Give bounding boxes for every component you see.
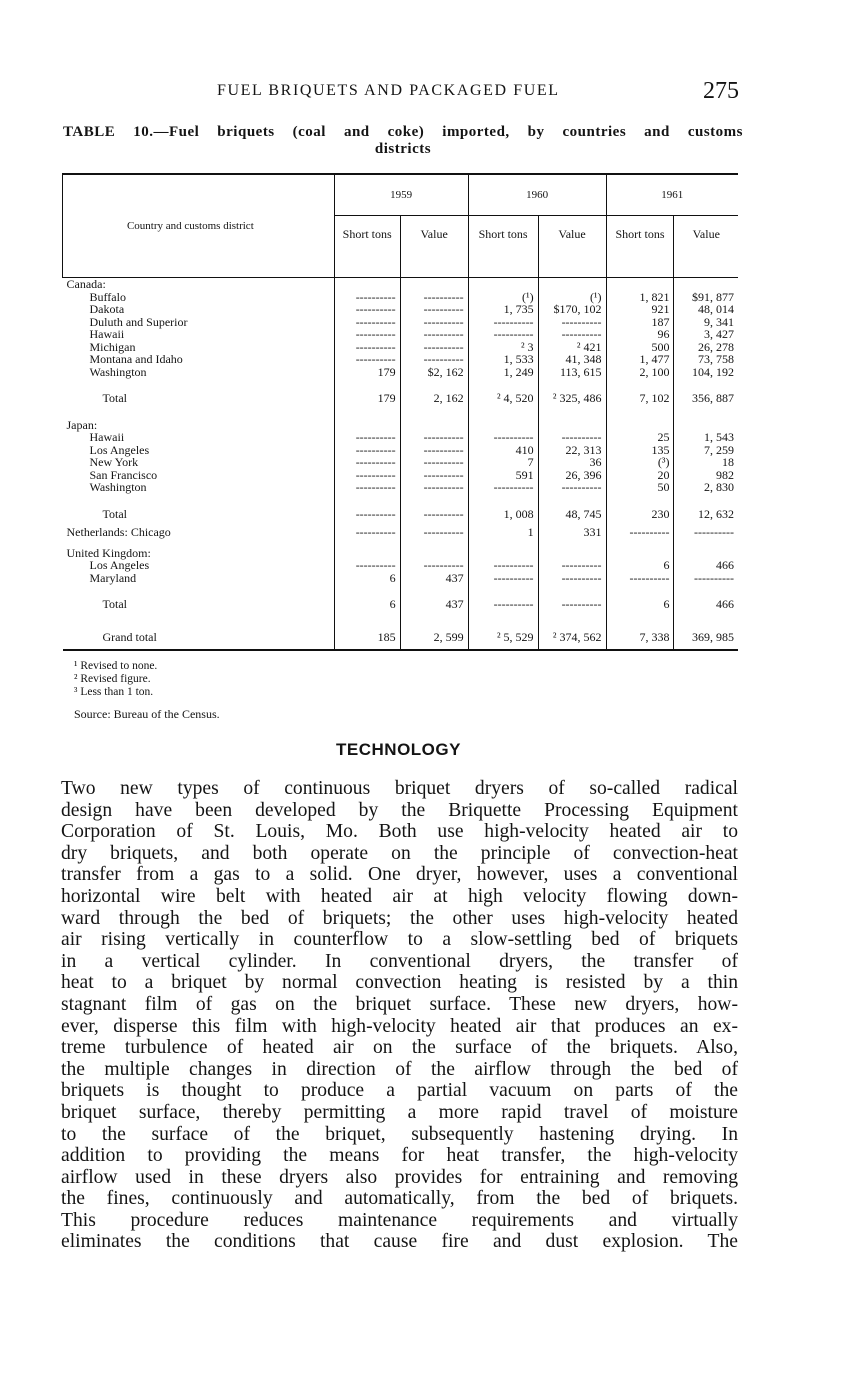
spacer-cell bbox=[334, 617, 400, 625]
table-row bbox=[63, 625, 739, 651]
table-cell: 1, 249 bbox=[468, 366, 538, 379]
row-spacer bbox=[63, 378, 739, 386]
table-row bbox=[63, 291, 739, 304]
body-line: to the surface of the briquet, subsequently hastening drying. In bbox=[61, 1123, 738, 1145]
table-row bbox=[63, 278, 739, 291]
table-cell: ---------- bbox=[468, 481, 538, 494]
body-line: eliminates the conditions that cause fire and dust explosion. The bbox=[61, 1231, 738, 1253]
table-cell: (³) bbox=[606, 456, 674, 469]
body-line: This procedure reduces maintenance requirements and virtually bbox=[61, 1209, 738, 1231]
row-label: Michigan bbox=[89, 339, 136, 354]
table-cell: ---------- bbox=[334, 431, 400, 444]
spacer-cell bbox=[468, 378, 538, 386]
table-cell: 1, 477 bbox=[606, 353, 674, 366]
table-cell: 7, 259 bbox=[674, 444, 738, 457]
row-label: Hawaii bbox=[89, 430, 125, 444]
table-cell: 96 bbox=[606, 328, 674, 341]
body-line: horizontal wire belt with heated air at high velocity flowing down- bbox=[61, 885, 738, 907]
table-cell: ---------- bbox=[400, 353, 468, 366]
table-cell: 1 bbox=[468, 526, 538, 539]
spacer-cell bbox=[468, 539, 538, 547]
table-cell: ---------- bbox=[468, 559, 538, 572]
footnote: ¹ Revised to none. bbox=[74, 660, 158, 672]
table-cell: ² 325, 486 bbox=[538, 386, 606, 411]
body-line: Corporation of St. Louis, Mo. Both use high-velocity heated air to bbox=[61, 821, 738, 843]
table-row bbox=[63, 353, 739, 366]
table-cell: 2, 830 bbox=[674, 481, 738, 494]
table-row bbox=[63, 444, 739, 457]
body-line: stagnant film of gas on the briquet surface. These new dryers, how- bbox=[61, 993, 738, 1015]
spacer-cell bbox=[674, 584, 738, 592]
table-cell: 2, 599 bbox=[400, 625, 468, 651]
table-cell: ---------- bbox=[400, 341, 468, 354]
table-row bbox=[63, 572, 739, 585]
table-cell: 185 bbox=[334, 625, 400, 651]
spacer-cell bbox=[400, 539, 468, 547]
table-cell: 2, 100 bbox=[606, 366, 674, 379]
table-cell: ---------- bbox=[334, 481, 400, 494]
spacer-cell bbox=[606, 494, 674, 502]
footnote: ³ Less than 1 ton. bbox=[74, 686, 154, 698]
table-cell bbox=[674, 278, 738, 291]
table-cell: 982 bbox=[674, 469, 738, 482]
row-label: Canada: bbox=[66, 277, 106, 291]
table-cell bbox=[538, 278, 606, 291]
spacer-cell bbox=[468, 617, 538, 625]
body-line: airflow used in these dryers also provides for entraining and removing bbox=[61, 1166, 738, 1188]
body-line: air rising vertically in counterflow to a slow-settling bed of briquets bbox=[61, 929, 738, 951]
table-cell: 466 bbox=[674, 559, 738, 572]
row-label: Duluth and Superior bbox=[89, 314, 188, 329]
table-cell: 331 bbox=[538, 526, 606, 539]
spacer-cell bbox=[538, 411, 606, 419]
table-cell: 2, 162 bbox=[400, 386, 468, 411]
spacer-cell bbox=[400, 617, 468, 625]
table-cell: 135 bbox=[606, 444, 674, 457]
table-cell: 25 bbox=[606, 431, 674, 444]
spacer-cell bbox=[538, 584, 606, 592]
year-header-1961: 1961 bbox=[606, 174, 738, 216]
row-label: Los Angeles bbox=[89, 442, 150, 457]
spacer-cell bbox=[538, 494, 606, 502]
table-cell: ---------- bbox=[468, 431, 538, 444]
table-cell: ---------- bbox=[334, 291, 400, 304]
table-body bbox=[63, 278, 739, 651]
table-cell: 9, 341 bbox=[674, 316, 738, 329]
table-row bbox=[63, 547, 739, 560]
row-label: Total bbox=[102, 597, 127, 611]
table-cell: 437 bbox=[400, 572, 468, 585]
table-cell: 1, 533 bbox=[468, 353, 538, 366]
row-label: Total bbox=[102, 506, 127, 521]
spacer-cell bbox=[674, 617, 738, 625]
table-cell: ² 4, 520 bbox=[468, 386, 538, 411]
table-cell: 12, 632 bbox=[674, 502, 738, 527]
body-paragraph bbox=[61, 778, 738, 1253]
row-label: Montana and Idaho bbox=[89, 352, 183, 366]
row-label: Netherlands: Chicago bbox=[66, 525, 171, 539]
row-spacer bbox=[63, 494, 739, 502]
table-cell: ---------- bbox=[334, 456, 400, 469]
spacer-cell bbox=[334, 494, 400, 502]
row-label: Dakota bbox=[89, 302, 125, 316]
briquet-imports-table-wrapper bbox=[62, 173, 738, 651]
table-cell: ---------- bbox=[538, 316, 606, 329]
table-cell: 7, 338 bbox=[606, 625, 674, 651]
table-cell: 187 bbox=[606, 316, 674, 329]
table-row bbox=[63, 316, 739, 329]
table-cell: ---------- bbox=[468, 592, 538, 617]
table-cell: 437 bbox=[400, 592, 468, 617]
row-spacer bbox=[63, 539, 739, 547]
value-header: Value bbox=[674, 216, 738, 278]
table-cell: 7, 102 bbox=[606, 386, 674, 411]
country-column-header: Country and customs district bbox=[63, 174, 335, 278]
body-line: addition to providing the means for heat transfer, the high-velocity bbox=[61, 1145, 738, 1167]
table-cell: 466 bbox=[674, 592, 738, 617]
spacer-cell bbox=[468, 584, 538, 592]
row-label: San Francisco bbox=[89, 467, 158, 482]
row-label: Total bbox=[102, 391, 127, 405]
spacer-cell bbox=[63, 584, 335, 592]
table-cell: 48, 014 bbox=[674, 303, 738, 316]
spacer-cell bbox=[400, 494, 468, 502]
table-cell: 410 bbox=[468, 444, 538, 457]
table-caption-line-1: TABLE 10.—Fuel briquets (coal and coke) imported, by countries and customs bbox=[63, 124, 743, 140]
table-cell: 41, 348 bbox=[538, 353, 606, 366]
body-line: ever, disperse this film with high-velocity heated air that produces an ex- bbox=[61, 1015, 738, 1037]
table-cell: 104, 192 bbox=[674, 366, 738, 379]
page-number: 275 bbox=[703, 78, 739, 104]
table-cell: ---------- bbox=[400, 526, 468, 539]
table-cell: ---------- bbox=[538, 592, 606, 617]
value-header: Value bbox=[400, 216, 468, 278]
table-cell: ---------- bbox=[400, 303, 468, 316]
table-row bbox=[63, 366, 739, 379]
row-spacer bbox=[63, 411, 739, 419]
spacer-cell bbox=[334, 378, 400, 386]
table-row bbox=[63, 469, 739, 482]
table-row bbox=[63, 526, 739, 539]
table-cell: ---------- bbox=[538, 572, 606, 585]
table-cell: ---------- bbox=[334, 469, 400, 482]
table-cell: 500 bbox=[606, 341, 674, 354]
footnote: ² Revised figure. bbox=[74, 673, 151, 685]
table-row bbox=[63, 303, 739, 316]
table-cell: 26, 396 bbox=[538, 469, 606, 482]
table-cell: ---------- bbox=[400, 469, 468, 482]
spacer-cell bbox=[606, 411, 674, 419]
table-cell: ---------- bbox=[400, 431, 468, 444]
table-cell: 1, 008 bbox=[468, 502, 538, 527]
table-cell: ² 374, 562 bbox=[538, 625, 606, 651]
row-label: Washington bbox=[89, 364, 147, 379]
row-label: Japan: bbox=[66, 417, 98, 432]
table-cell: 356, 887 bbox=[674, 386, 738, 411]
row-spacer bbox=[63, 584, 739, 592]
spacer-cell bbox=[606, 539, 674, 547]
table-cell: 6 bbox=[606, 592, 674, 617]
table-cell: 50 bbox=[606, 481, 674, 494]
table-cell: $2, 162 bbox=[400, 366, 468, 379]
table-row bbox=[63, 559, 739, 572]
table-cell: 1, 735 bbox=[468, 303, 538, 316]
table-cell: 113, 615 bbox=[538, 366, 606, 379]
table-cell: 179 bbox=[334, 366, 400, 379]
body-line: heat to a briquet by normal convection heating is resisted by a thin bbox=[61, 972, 738, 994]
table-cell: 3, 427 bbox=[674, 328, 738, 341]
spacer-cell bbox=[606, 617, 674, 625]
row-label: Maryland bbox=[89, 570, 137, 585]
table-cell: 921 bbox=[606, 303, 674, 316]
table-cell: 591 bbox=[468, 469, 538, 482]
table-caption-line-2: districts bbox=[374, 141, 432, 157]
table-cell: (¹) bbox=[468, 291, 538, 304]
body-line: ward through the bed of briquets; the other uses high-velocity heated bbox=[61, 907, 738, 929]
table-row bbox=[63, 481, 739, 494]
table-cell: ---------- bbox=[334, 444, 400, 457]
table-cell: 18 bbox=[674, 456, 738, 469]
table-cell: ---------- bbox=[334, 559, 400, 572]
table-cell: 6 bbox=[606, 559, 674, 572]
spacer-cell bbox=[606, 584, 674, 592]
table-caption bbox=[63, 124, 743, 158]
body-line: dry briquets, and both operate on the principle of convection-heat bbox=[61, 842, 738, 864]
table-cell: ---------- bbox=[538, 481, 606, 494]
body-line: briquet surface, thereby permitting a more rapid travel of moisture bbox=[61, 1101, 738, 1123]
table-cell: ---------- bbox=[400, 456, 468, 469]
spacer-cell bbox=[334, 584, 400, 592]
table-cell: 1, 821 bbox=[606, 291, 674, 304]
table-cell: ---------- bbox=[334, 526, 400, 539]
table-cell: ---------- bbox=[538, 431, 606, 444]
spacer-cell bbox=[674, 378, 738, 386]
table-source: Source: Bureau of the Census. bbox=[74, 707, 220, 721]
table-cell: 20 bbox=[606, 469, 674, 482]
row-label: Hawaii bbox=[89, 327, 125, 341]
spacer-cell bbox=[63, 494, 335, 502]
value-header: Value bbox=[538, 216, 606, 278]
body-line: design have been developed by the Briquette Processing Equipment bbox=[61, 799, 738, 821]
body-line: treme turbulence of heated air on the surface of the briquets. Also, bbox=[61, 1037, 738, 1059]
short-tons-header: Short tons bbox=[468, 216, 538, 278]
table-cell: ---------- bbox=[606, 572, 674, 585]
table-cell: ² 421 bbox=[538, 341, 606, 354]
short-tons-header: Short tons bbox=[334, 216, 400, 278]
spacer-cell bbox=[674, 494, 738, 502]
table-cell: ---------- bbox=[674, 572, 738, 585]
table-cell: ---------- bbox=[468, 328, 538, 341]
table-cell: ---------- bbox=[674, 526, 738, 539]
table-cell: ² 5, 529 bbox=[468, 625, 538, 651]
table-cell: ---------- bbox=[334, 502, 400, 527]
table-cell: ---------- bbox=[538, 328, 606, 341]
table-cell: 230 bbox=[606, 502, 674, 527]
table-cell bbox=[606, 278, 674, 291]
table-row bbox=[63, 431, 739, 444]
table-row bbox=[63, 419, 739, 432]
spacer-cell bbox=[63, 617, 335, 625]
table-cell: 48, 745 bbox=[538, 502, 606, 527]
row-label: Buffalo bbox=[89, 289, 126, 304]
table-cell: 26, 278 bbox=[674, 341, 738, 354]
year-header-1960: 1960 bbox=[468, 174, 606, 216]
body-line: in a vertical cylinder. In conventional dryers, the transfer of bbox=[61, 950, 738, 972]
table-cell: ---------- bbox=[334, 303, 400, 316]
year-header-1959: 1959 bbox=[334, 174, 468, 216]
table-cell: 6 bbox=[334, 572, 400, 585]
spacer-cell bbox=[468, 494, 538, 502]
row-label: New York bbox=[89, 455, 139, 469]
spacer-cell bbox=[606, 378, 674, 386]
table-cell: 1, 543 bbox=[674, 431, 738, 444]
spacer-cell bbox=[400, 584, 468, 592]
spacer-cell bbox=[468, 411, 538, 419]
table-cell: ---------- bbox=[606, 526, 674, 539]
table-cell: 22, 313 bbox=[538, 444, 606, 457]
table-cell: ---------- bbox=[400, 559, 468, 572]
spacer-cell bbox=[334, 411, 400, 419]
short-tons-header: Short tons bbox=[606, 216, 674, 278]
table-cell: ---------- bbox=[334, 341, 400, 354]
table-cell: ---------- bbox=[400, 481, 468, 494]
briquet-imports-table bbox=[62, 173, 738, 651]
table-cell: 73, 758 bbox=[674, 353, 738, 366]
spacer-cell bbox=[400, 411, 468, 419]
table-row bbox=[63, 456, 739, 469]
running-title: FUEL BRIQUETS AND PACKAGED FUEL bbox=[217, 82, 560, 99]
table-row bbox=[63, 592, 739, 617]
table-cell: $91, 877 bbox=[674, 291, 738, 304]
table-cell: ---------- bbox=[400, 502, 468, 527]
spacer-cell bbox=[538, 617, 606, 625]
table-cell: 179 bbox=[334, 386, 400, 411]
row-label: Grand total bbox=[63, 625, 335, 651]
table-cell: ---------- bbox=[400, 291, 468, 304]
spacer-cell bbox=[674, 539, 738, 547]
table-cell: ---------- bbox=[400, 444, 468, 457]
table-row bbox=[63, 386, 739, 411]
table-cell: $170, 102 bbox=[538, 303, 606, 316]
spacer-cell bbox=[538, 378, 606, 386]
body-line: the multiple changes in direction of the airflow through the bed of bbox=[61, 1058, 738, 1080]
row-spacer bbox=[63, 617, 739, 625]
table-cell: ---------- bbox=[468, 572, 538, 585]
table-cell: 36 bbox=[538, 456, 606, 469]
body-line: briquets is thought to produce a partial vacuum on parts of the bbox=[61, 1080, 738, 1102]
spacer-cell bbox=[400, 378, 468, 386]
table-row bbox=[63, 328, 739, 341]
row-label: Los Angeles bbox=[89, 558, 150, 572]
table-cell: ---------- bbox=[400, 316, 468, 329]
table-cell: (¹) bbox=[538, 291, 606, 304]
table-cell bbox=[468, 278, 538, 291]
table-cell: 369, 985 bbox=[674, 625, 738, 651]
spacer-cell bbox=[334, 539, 400, 547]
table-cell: ---------- bbox=[400, 328, 468, 341]
table-cell: 6 bbox=[334, 592, 400, 617]
table-cell bbox=[334, 278, 400, 291]
row-label: Washington bbox=[89, 480, 147, 494]
body-line: the fines, continuously and automatically, from the bed of briquets. bbox=[61, 1188, 738, 1210]
spacer-cell bbox=[63, 378, 335, 386]
table-cell bbox=[400, 278, 468, 291]
table-footnotes bbox=[74, 660, 157, 699]
spacer-cell bbox=[63, 411, 335, 419]
table-cell: ---------- bbox=[334, 353, 400, 366]
table-cell: ---------- bbox=[468, 316, 538, 329]
table-cell: 7 bbox=[468, 456, 538, 469]
table-cell: ---------- bbox=[334, 328, 400, 341]
spacer-cell bbox=[538, 539, 606, 547]
body-line: Two new types of continuous briquet dryers of so-called radical bbox=[61, 778, 738, 799]
row-label: United Kingdom: bbox=[66, 545, 151, 560]
spacer-cell bbox=[674, 411, 738, 419]
table-cell: ² 3 bbox=[468, 341, 538, 354]
table-row bbox=[63, 502, 739, 527]
section-heading: TECHNOLOGY bbox=[336, 740, 461, 759]
table-cell: ---------- bbox=[538, 559, 606, 572]
table-cell: ---------- bbox=[334, 316, 400, 329]
body-line: transfer from a gas to a solid. One dryer, however, uses a conventional bbox=[61, 864, 738, 886]
